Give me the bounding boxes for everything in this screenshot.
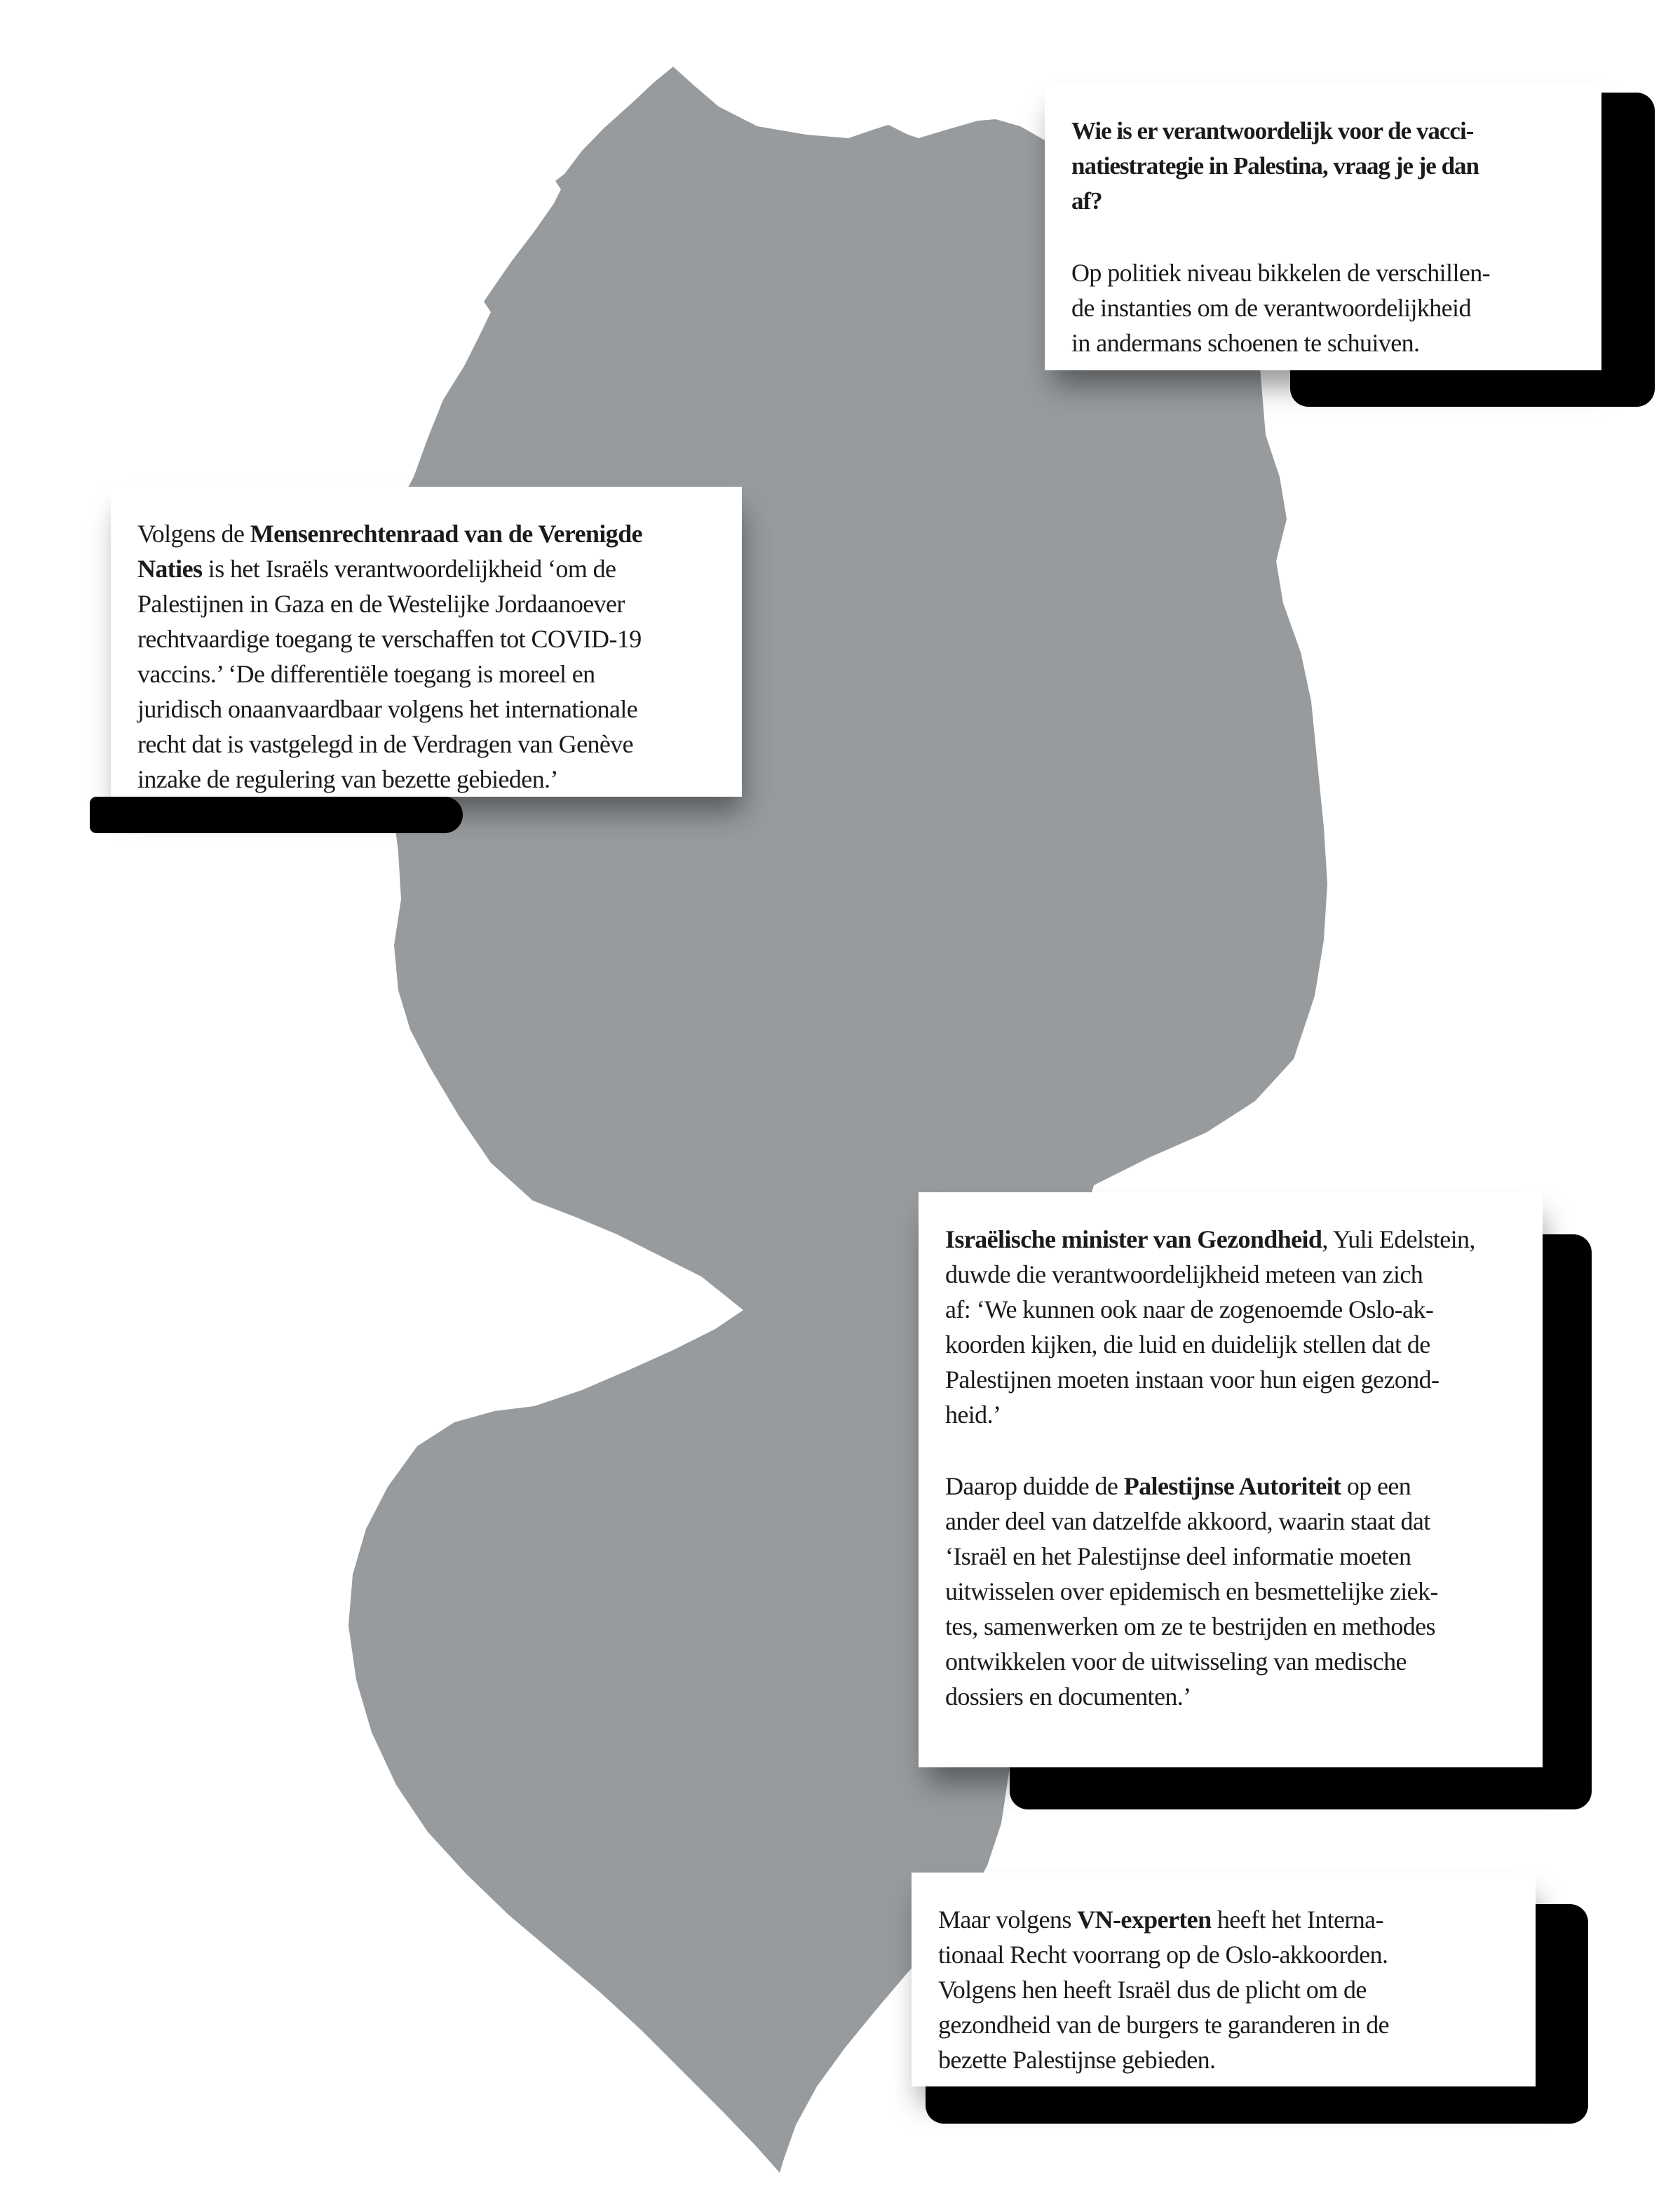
paragraph <box>945 1222 1516 1432</box>
un-experts-box <box>912 1873 1536 2086</box>
text-run: heeft het Interna- <box>1211 1906 1383 1934</box>
text-line <box>945 1327 1516 1362</box>
text-line <box>945 1362 1516 1397</box>
text-line <box>938 1972 1509 2007</box>
text-run: bezette Palestijnse gebieden. <box>938 2046 1216 2074</box>
text-line <box>137 586 715 621</box>
text-run: Op politiek niveau bikkelen de verschillen- <box>1071 259 1491 287</box>
paragraph <box>945 1469 1516 1714</box>
text-line <box>137 551 715 586</box>
west-bank-map-shape <box>321 67 1327 2173</box>
text-line <box>945 1504 1516 1539</box>
text-line <box>137 727 715 762</box>
text-run: dossiers en documenten.’ <box>945 1682 1191 1711</box>
text-run: inzake de regulering van bezette gebieden.’ <box>137 765 558 793</box>
text-line <box>945 1292 1516 1327</box>
text-run: Daarop duidde de <box>945 1472 1124 1500</box>
text-line <box>137 516 715 551</box>
text-run: Maar volgens <box>938 1906 1078 1934</box>
text-line <box>945 1469 1516 1504</box>
bold-text-run: VN-experten <box>1077 1906 1212 1934</box>
text-line <box>945 1257 1516 1292</box>
text-run: af? <box>1071 187 1102 215</box>
text-run: , Yuli Edelstein, <box>1322 1225 1475 1253</box>
text-run: Volgens de <box>137 520 250 548</box>
text-run: af: ‘We kunnen ook naar de zogenoemde Oslo-ak- <box>945 1295 1434 1323</box>
un-human-rights-box-shadow <box>90 797 463 833</box>
bold-text-run: Palestijnse Autoriteit <box>1123 1472 1341 1500</box>
text-run: tionaal Recht voorrang op de Oslo-akkoorden. <box>938 1941 1388 1969</box>
text-run: is het Israëls verantwoordelijkheid ‘om de <box>202 555 616 583</box>
text-run: uitwisselen over epidemisch en besmettelijke ziek- <box>945 1577 1438 1605</box>
un-human-rights-box <box>111 487 742 797</box>
paragraph <box>137 516 715 797</box>
text-line <box>938 2042 1509 2077</box>
text-line <box>945 1574 1516 1609</box>
text-run: ander deel van datzelfde akkoord, waarin staat dat <box>945 1507 1430 1535</box>
text-line <box>1071 290 1575 325</box>
text-line <box>1071 255 1575 290</box>
text-line <box>945 1539 1516 1574</box>
bold-text-run: Naties <box>137 555 203 583</box>
text-run: Palestijnen moeten instaan voor hun eigen gezond- <box>945 1365 1440 1394</box>
text-line <box>938 1902 1509 1937</box>
paragraph <box>1071 114 1575 219</box>
text-run: de instanties om de verantwoordelijkheid <box>1071 294 1471 322</box>
text-line <box>1071 114 1575 149</box>
text-run: in andermans schoenen te schuiven. <box>1071 329 1420 357</box>
text-run: Palestijnen in Gaza en de Westelijke Jordaanoever <box>137 590 625 618</box>
paragraph <box>1071 255 1575 360</box>
text-line <box>137 692 715 727</box>
text-run: natiestrategie in Palestina, vraag je je dan <box>1071 152 1479 180</box>
text-line <box>1071 325 1575 360</box>
text-line <box>945 1644 1516 1679</box>
text-run: op een <box>1341 1472 1411 1500</box>
text-line <box>945 1222 1516 1257</box>
text-line <box>137 621 715 656</box>
text-line <box>938 1937 1509 1972</box>
text-run: juridisch onaanvaardbaar volgens het internationale <box>137 695 638 723</box>
bold-text-run: Israëlische minister van Gezondheid <box>945 1225 1322 1253</box>
text-run: Wie is er verantwoordelijk voor de vacci- <box>1071 117 1474 144</box>
paragraph <box>938 1902 1509 2077</box>
text-line <box>945 1609 1516 1644</box>
text-line <box>1071 184 1575 219</box>
text-run: gezondheid van de burgers te garanderen in de <box>938 2011 1390 2039</box>
text-run: heid.’ <box>945 1401 1001 1429</box>
text-run: vaccins.’ ‘De differentiële toegang is moreel en <box>137 660 595 688</box>
text-run: ontwikkelen voor de uitwisseling van medische <box>945 1647 1407 1675</box>
text-line <box>1071 149 1575 184</box>
text-run: recht dat is vastgelegd in de Verdragen van Genève <box>137 730 634 758</box>
text-run: tes, samenwerken om ze te bestrijden en methodes <box>945 1612 1435 1640</box>
bold-text-run: Mensenrechtenraad van de Verenigde <box>250 520 642 548</box>
text-run: ‘Israël en het Palestijnse deel informatie moeten <box>945 1542 1411 1570</box>
text-run: duwde die verantwoordelijkheid meteen van zich <box>945 1260 1423 1288</box>
text-line <box>137 762 715 797</box>
text-run: koorden kijken, die luid en duidelijk stellen dat de <box>945 1330 1430 1358</box>
text-line <box>945 1679 1516 1714</box>
israel-pa-box <box>919 1192 1543 1767</box>
text-run: Volgens hen heeft Israël dus de plicht om de <box>938 1976 1367 2004</box>
text-line <box>938 2007 1509 2042</box>
text-line <box>137 656 715 692</box>
text-line <box>945 1397 1516 1432</box>
text-run: rechtvaardige toegang te verschaffen tot COVID-19 <box>137 625 642 653</box>
question-box <box>1045 84 1601 370</box>
